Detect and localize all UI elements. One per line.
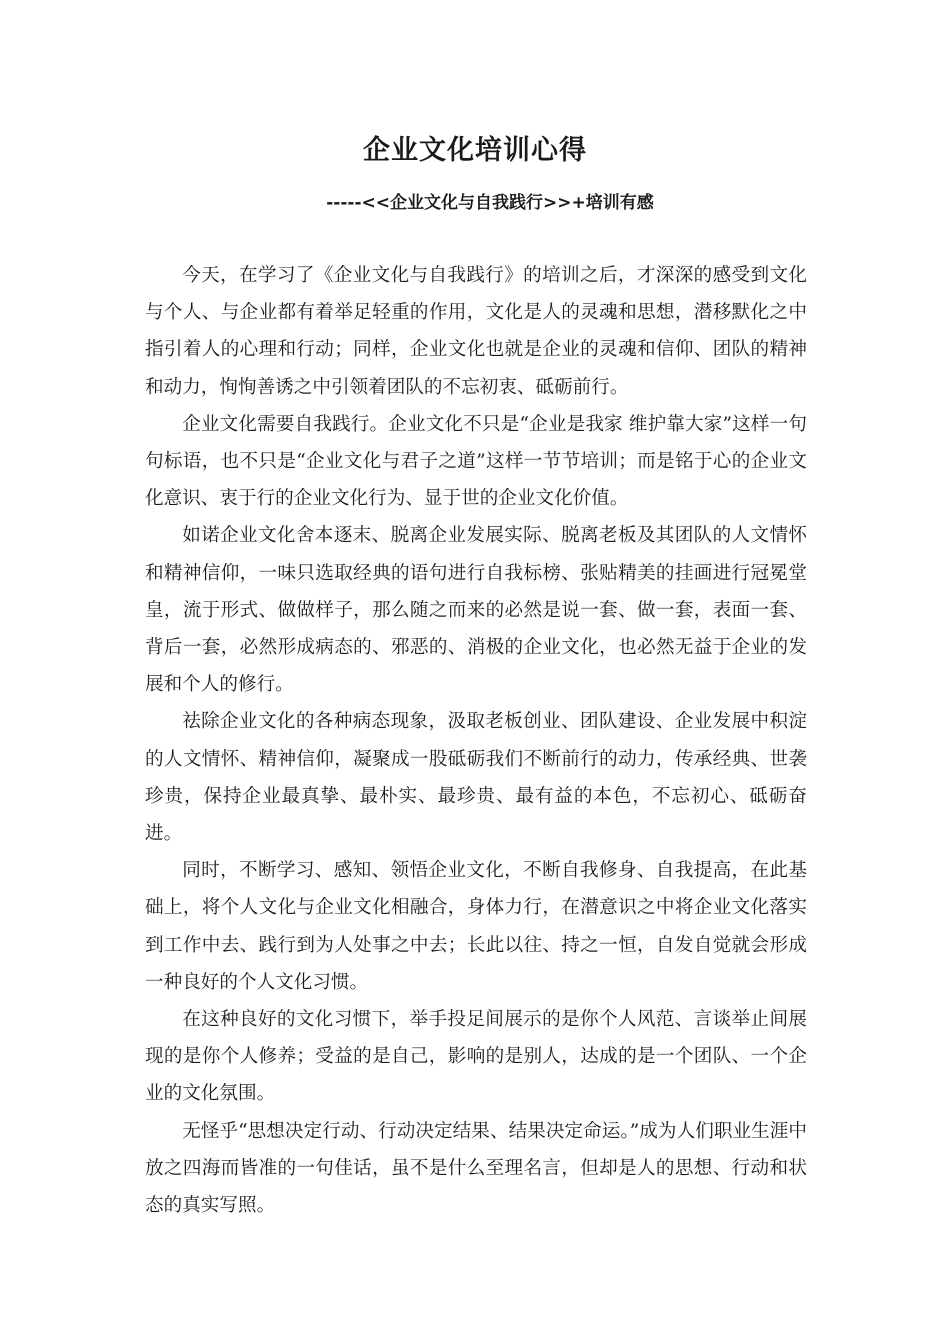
document-subtitle: -----<<企业文化与自我践行>>+培训有感 [326, 193, 654, 213]
paragraph-4: 祛除企业文化的各种病态现象，汲取老板创业、团队建设、企业发展中积淀的人文情怀、精神信仰，凝聚成一股砥砺我们不断前行的动力，传承经典、世袭珍贵，保持企业最真挚、最朴实、最珍贵、最有益的本色，不忘初心、砥砺奋进。 [145, 711, 807, 845]
document-body [145, 257, 807, 1224]
paragraph-2: 企业文化需要自我践行。企业文化不只是“企业是我家 维护靠大家”这样一句句标语，也不只是“企业文化与君子之道”这样一节节培训；而是铭于心的企业文化意识、衷于行的企业文化行为、显于世的企业文化价值。 [145, 413, 807, 510]
paragraph-5: 同时，不断学习、感知、领悟企业文化，不断自我修身、自我提高，在此基础上，将个人文化与企业文化相融合，身体力行，在潜意识之中将企业文化落实到工作中去、践行到为人处事之中去；长此以往、持之一恒，自发自觉就会形成一种良好的个人文化习惯。 [145, 860, 807, 993]
paragraph-7: 无怪乎“思想决定行动、行动决定结果、结果决定命运。”成为人们职业生涯中放之四海而皆准的一句佳话，虽不是什么至理名言，但却是人的思想、行动和状态的真实写照。 [145, 1120, 807, 1217]
paragraph-6: 在这种良好的文化习惯下，举手投足间展示的是你个人风范、言谈举止间展现的是你个人修养；受益的是自己，影响的是别人，达成的是一个团队、一个企业的文化氛围。 [145, 1009, 807, 1105]
paragraph-3: 如诺企业文化舍本逐末、脱离企业发展实际、脱离老板及其团队的人文情怀和精神信仰，一味只选取经典的语句进行自我标榜、张贴精美的挂画进行冠冕堂皇，流于形式、做做样子，那么随之而来的必然是说一套、做一套，表面一套、背后一套，必然形成病态的、邪恶的、消极的企业文化，也必然无益于企业的发展和个人的修行。 [145, 525, 807, 696]
paragraph-1: 今天，在学习了《企业文化与自我践行》的培训之后，才深深的感受到文化与个人、与企业都有着举足轻重的作用，文化是人的灵魂和思想，潜移默化之中指引着人的心理和行动；同样，企业文化也就是企业的灵魂和信仰、团队的精神和动力，恂恂善诱之中引领着团队的不忘初衷、砥砺前行。 [145, 265, 807, 398]
document-title: 企业文化培训心得 [363, 135, 587, 166]
